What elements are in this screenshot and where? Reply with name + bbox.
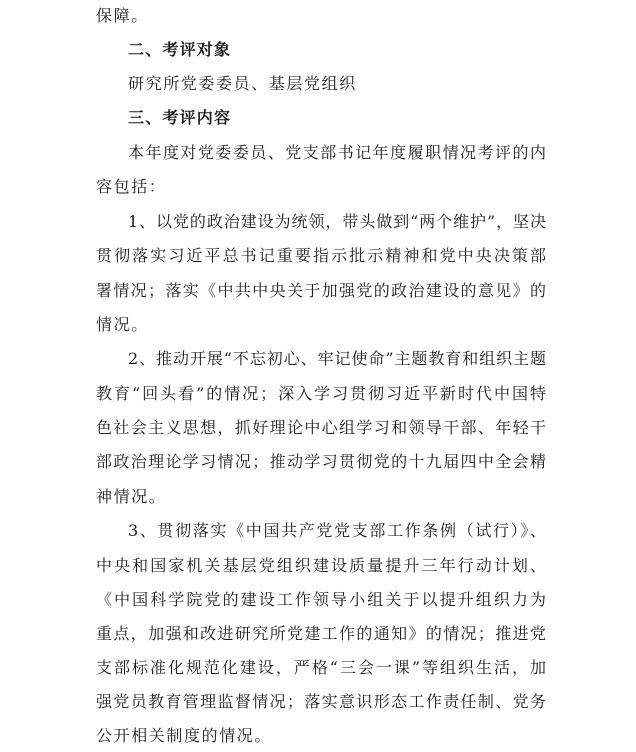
text-line: 本年度对党委委员、党支部书记年度履职情况考评的内	[128, 143, 546, 162]
item-3-line: 支部标准化规范化建设，严格“三会一课”等组织生活，加	[96, 658, 546, 677]
item-3-line: 3、贯彻落实《中国共产党党支部工作条例（试行）》、	[128, 521, 546, 540]
item-3-line: 重点，加强和改进研究所党建工作的通知》的情况；推进党	[96, 624, 546, 643]
item-3-line: 强党员教育管理监督情况；落实意识形态工作责任制、党务	[96, 692, 546, 711]
item-2-line: 教育“回头看”的情况；深入学习贯彻习近平新时代中国特	[96, 384, 546, 403]
item-1-line: 署情况；落实《中共中央关于加强党的政治建设的意见》的	[96, 281, 546, 300]
text-line: 研究所党委委员、基层党组织	[128, 74, 357, 93]
item-3-line: 公开相关制度的情况。	[96, 726, 273, 745]
item-2-line: 神情况。	[96, 487, 167, 506]
item-2-line: 部政治理论学习情况；推动学习贯彻党的十九届四中全会精	[96, 452, 546, 471]
item-2-line: 色社会主义思想，抓好理论中心组学习和领导干部、年轻干	[96, 418, 546, 437]
section-heading-objects: 二、考评对象	[128, 40, 232, 59]
item-3-line: 中央和国家机关基层党组织建设质量提升三年行动计划、	[96, 556, 546, 575]
item-2-line: 2、推动开展“不忘初心、牢记使命”主题教育和组织主题	[128, 349, 546, 368]
item-1-line: 情况。	[96, 315, 149, 334]
text-line: 容包括：	[96, 177, 167, 196]
text-line: 保障。	[96, 6, 149, 25]
item-3-line: 《中国科学院党的建设工作领导小组关于以提升组织力为	[96, 590, 546, 609]
item-1-line: 贯彻落实习近平总书记重要指示批示精神和党中央决策部	[96, 246, 546, 265]
item-1-line: 1、以党的政治建设为统领，带头做到“两个维护”，坚决	[128, 212, 546, 231]
section-heading-content: 三、考评内容	[128, 108, 232, 127]
